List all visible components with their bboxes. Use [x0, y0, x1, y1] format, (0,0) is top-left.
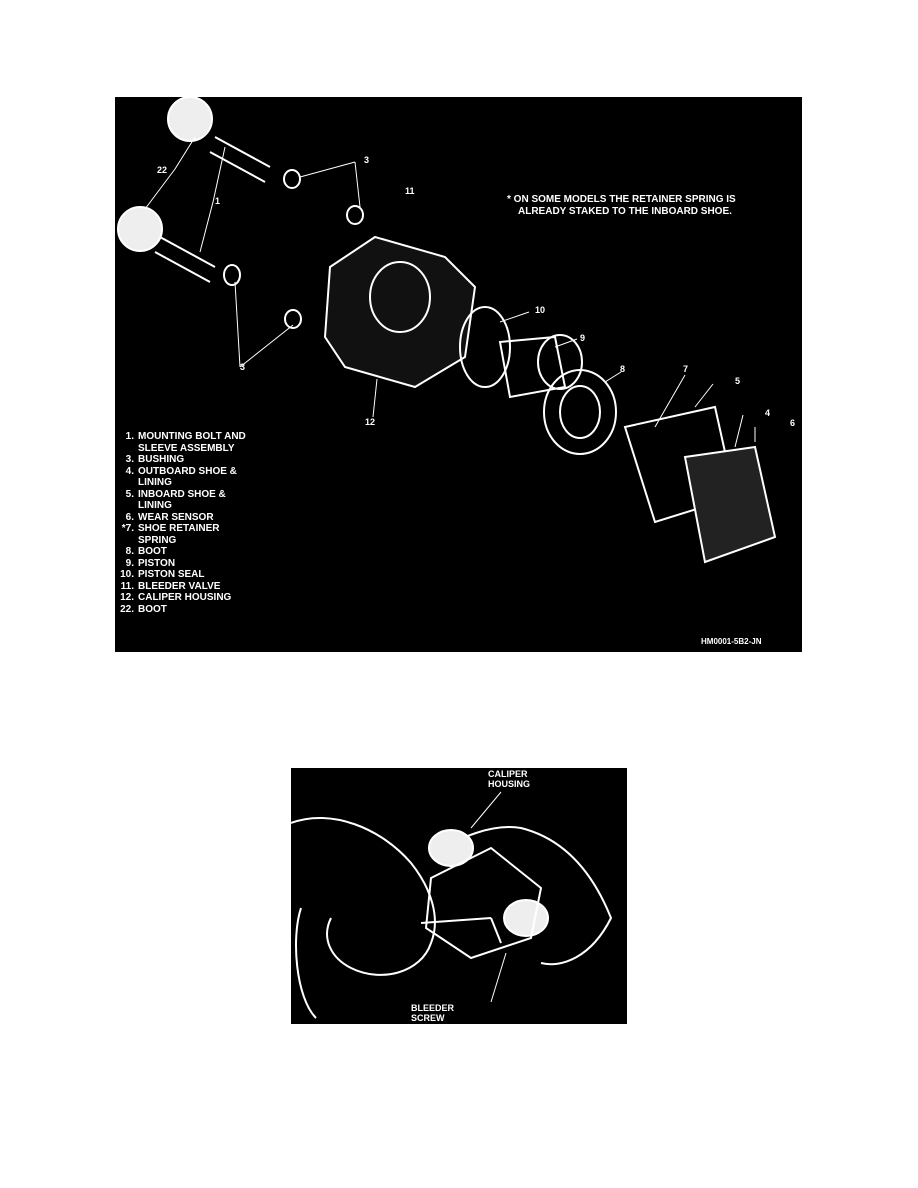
legend-label: SHOE RETAINER — [138, 523, 220, 534]
legend-item — [115, 477, 246, 489]
legend-number — [115, 443, 138, 455]
callout-1: 1 — [215, 196, 221, 206]
note-line-1: * ON SOME MODELS THE RETAINER SPRING IS — [507, 194, 736, 205]
legend-number: 6. — [125, 511, 134, 523]
callout-7: 7 — [683, 364, 689, 374]
legend-item — [115, 604, 246, 616]
legend-number: 10. — [120, 569, 134, 580]
legend-item — [115, 500, 246, 512]
label-line: CALIPER — [488, 769, 528, 779]
legend-number: 22. — [120, 603, 134, 615]
legend-item — [115, 523, 246, 535]
legend-label: SLEEVE ASSEMBLY — [138, 442, 235, 454]
label-line: HOUSING — [488, 779, 531, 789]
legend-number — [115, 477, 138, 489]
legend-item — [115, 466, 246, 478]
callout-3: 3 — [364, 155, 370, 165]
legend-number: 11. — [120, 580, 134, 592]
legend-number: 1. — [125, 431, 134, 442]
legend-label: OUTBOARD SHOE & — [138, 465, 237, 477]
callout-5: 5 — [735, 376, 741, 386]
callout-10: 10 — [535, 305, 546, 315]
legend-item — [115, 569, 246, 581]
callout-22: 22 — [157, 165, 168, 175]
legend-number: 12. — [120, 592, 134, 603]
callout-8: 8 — [620, 364, 626, 374]
hand-holding-caliper-drawing — [291, 768, 627, 1024]
legend-number: 5. — [125, 488, 134, 500]
legend-item — [115, 443, 246, 455]
caliper-exploded-diagram — [115, 97, 802, 652]
legend-number: *7. — [121, 523, 134, 534]
legend-item — [115, 546, 246, 558]
callout-3b: 3 — [240, 362, 246, 372]
legend-label: LINING — [138, 477, 172, 488]
bleeder-screw-label — [411, 1003, 454, 1023]
legend-label: BOOT — [138, 603, 167, 615]
legend-number — [115, 500, 138, 512]
label-line: SCREW — [411, 1013, 445, 1023]
caliper-housing-label — [488, 769, 530, 789]
callout-6: 6 — [790, 418, 796, 428]
note-line-2: ALREADY STAKED TO THE INBOARD SHOE. — [518, 205, 732, 217]
legend-label: INBOARD SHOE & — [138, 488, 226, 500]
legend-number: 9. — [125, 557, 134, 569]
parts-legend — [115, 431, 246, 615]
legend-item — [115, 454, 246, 466]
legend-item — [115, 592, 246, 604]
legend-number: 3. — [125, 454, 134, 465]
legend-label: PISTON SEAL — [138, 569, 205, 580]
legend-label: MOUNTING BOLT AND — [138, 431, 246, 442]
legend-item — [115, 489, 246, 501]
legend-item — [115, 581, 246, 593]
legend-label: LINING — [138, 500, 172, 511]
legend-item — [115, 431, 246, 443]
legend-label: BOOT — [138, 546, 167, 557]
legend-number: 8. — [125, 546, 134, 557]
bleeder-screw-illustration — [291, 768, 627, 1024]
figure-note — [507, 194, 736, 217]
figure-code: HM0001-5B2-JN — [701, 637, 762, 646]
legend-item — [115, 512, 246, 524]
legend-number: 4. — [125, 465, 134, 477]
callout-9: 9 — [580, 333, 586, 343]
legend-label: SPRING — [138, 534, 177, 546]
legend-item — [115, 535, 246, 547]
callout-12: 12 — [365, 417, 376, 427]
callout-11: 11 — [405, 186, 415, 196]
legend-label: BUSHING — [138, 454, 185, 465]
legend-label: PISTON — [138, 557, 176, 569]
legend-label: BLEEDER VALVE — [138, 580, 221, 592]
callout-4: 4 — [765, 408, 771, 418]
label-line: BLEEDER — [411, 1003, 455, 1013]
legend-label: WEAR SENSOR — [138, 511, 214, 523]
legend-item — [115, 558, 246, 570]
legend-number — [115, 535, 138, 547]
legend-label: CALIPER HOUSING — [138, 592, 232, 603]
